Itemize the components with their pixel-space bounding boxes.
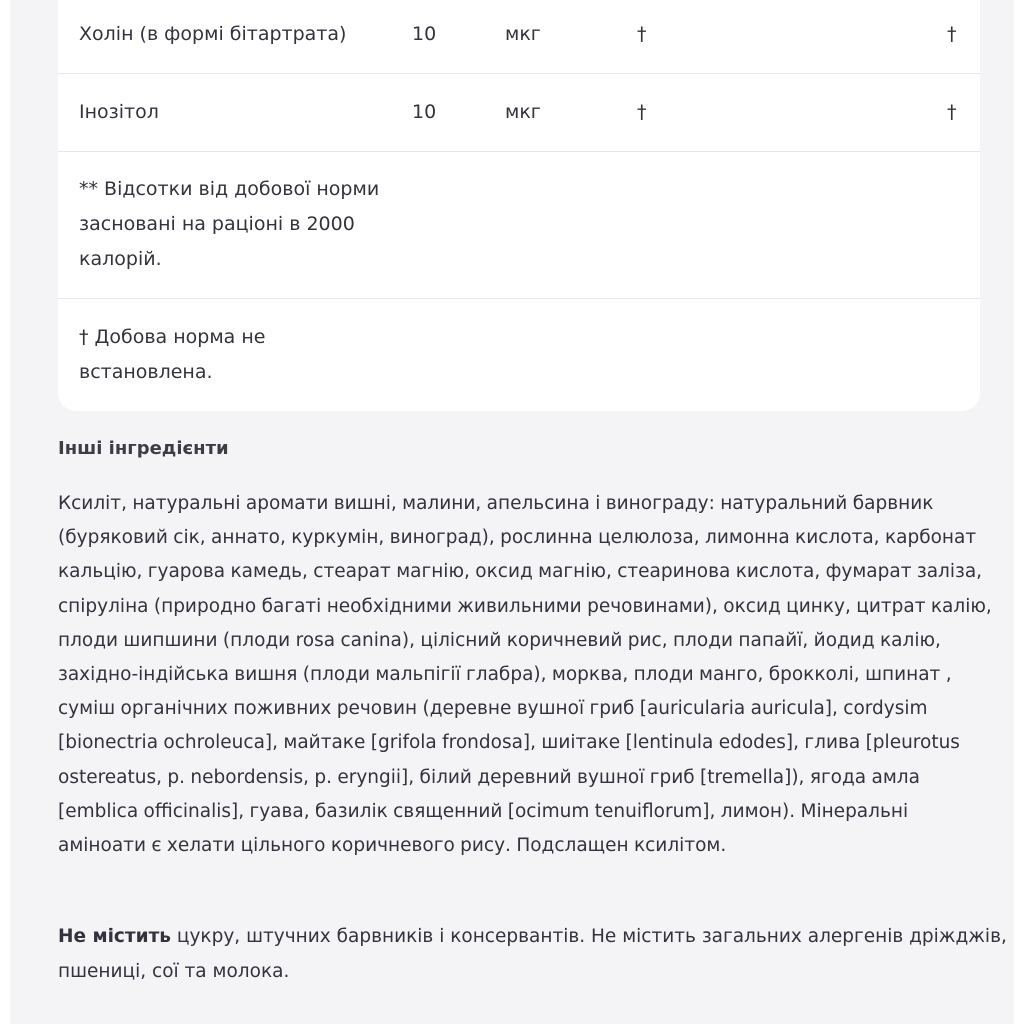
free-from-statement: Не містить цукру, штучних барвників і консервантів. Не містить загальних алергенів дріжджів, пшениці, сої та молока. <box>58 926 1007 982</box>
other-ingredients-heading: Інші інгредієнти <box>58 438 229 459</box>
nutrient-name: Холін (в формі бітартрата) <box>79 23 347 45</box>
supplement-facts-table <box>58 0 980 411</box>
table-row <box>58 74 980 152</box>
free-from-label: Не містить <box>58 926 172 947</box>
table-footnote-row <box>58 152 980 299</box>
page <box>10 0 1014 1024</box>
nutrient-unit: мкг <box>505 23 541 45</box>
other-ingredients-text: Ксиліт, натуральні аромати вишні, малини, апельсина і винограду: натуральний барвник (буряковий сік, аннато, куркумін, виноград), рослинна целюлоза, лимонна кислота, карбонат кальцію, гуарова камедь, стеарат магнію, оксид магнію, стеаринова кислота, фумарат заліза, спіруліна (природно багаті необхідними живильними речовинами), оксид цинку, цитрат калію, плоди шипшини (плоди rosa canina), цілісний коричневий рис, плоди папайї, йодид калію, західно-індійська вишня (плоди мальпігії глабра), морква, плоди манго, брокколі, шпинат , суміш органічних поживних речовин (деревне вушної гриб [auricularia auricula], cordysim [bionectria ochroleuca], майтаке [grifola frondosa], шиітаке [lentinula edodes], глива [pleurotus ostereatus, p. nebordensis, p. eryngii], білий деревний вушної гриб [tremella]), ягода амла [emblica officinalis], гуава, базилік священний [ocimum tenuiflorum], лимон). Мінеральні аміноати є хелати цільного коричневого рису. Подслащен ксилітом. <box>58 493 992 857</box>
nutrient-name: Інозітол <box>79 101 159 123</box>
nutrient-unit: мкг <box>505 101 541 123</box>
daily-value: † <box>637 101 647 123</box>
daily-value-secondary: † <box>947 101 957 123</box>
table-row <box>58 0 980 74</box>
footnote-daily-values: ** Відсотки від добової норми засновані на раціоні в 2000 калорій. <box>79 178 380 270</box>
daily-value: † <box>637 23 647 45</box>
footnote-no-daily-value: † Добова норма не встановлена. <box>79 326 266 383</box>
nutrient-amount: 10 <box>412 101 437 123</box>
table-footnote-row <box>58 299 980 411</box>
daily-value-secondary: † <box>947 23 957 45</box>
nutrient-amount: 10 <box>412 23 437 45</box>
